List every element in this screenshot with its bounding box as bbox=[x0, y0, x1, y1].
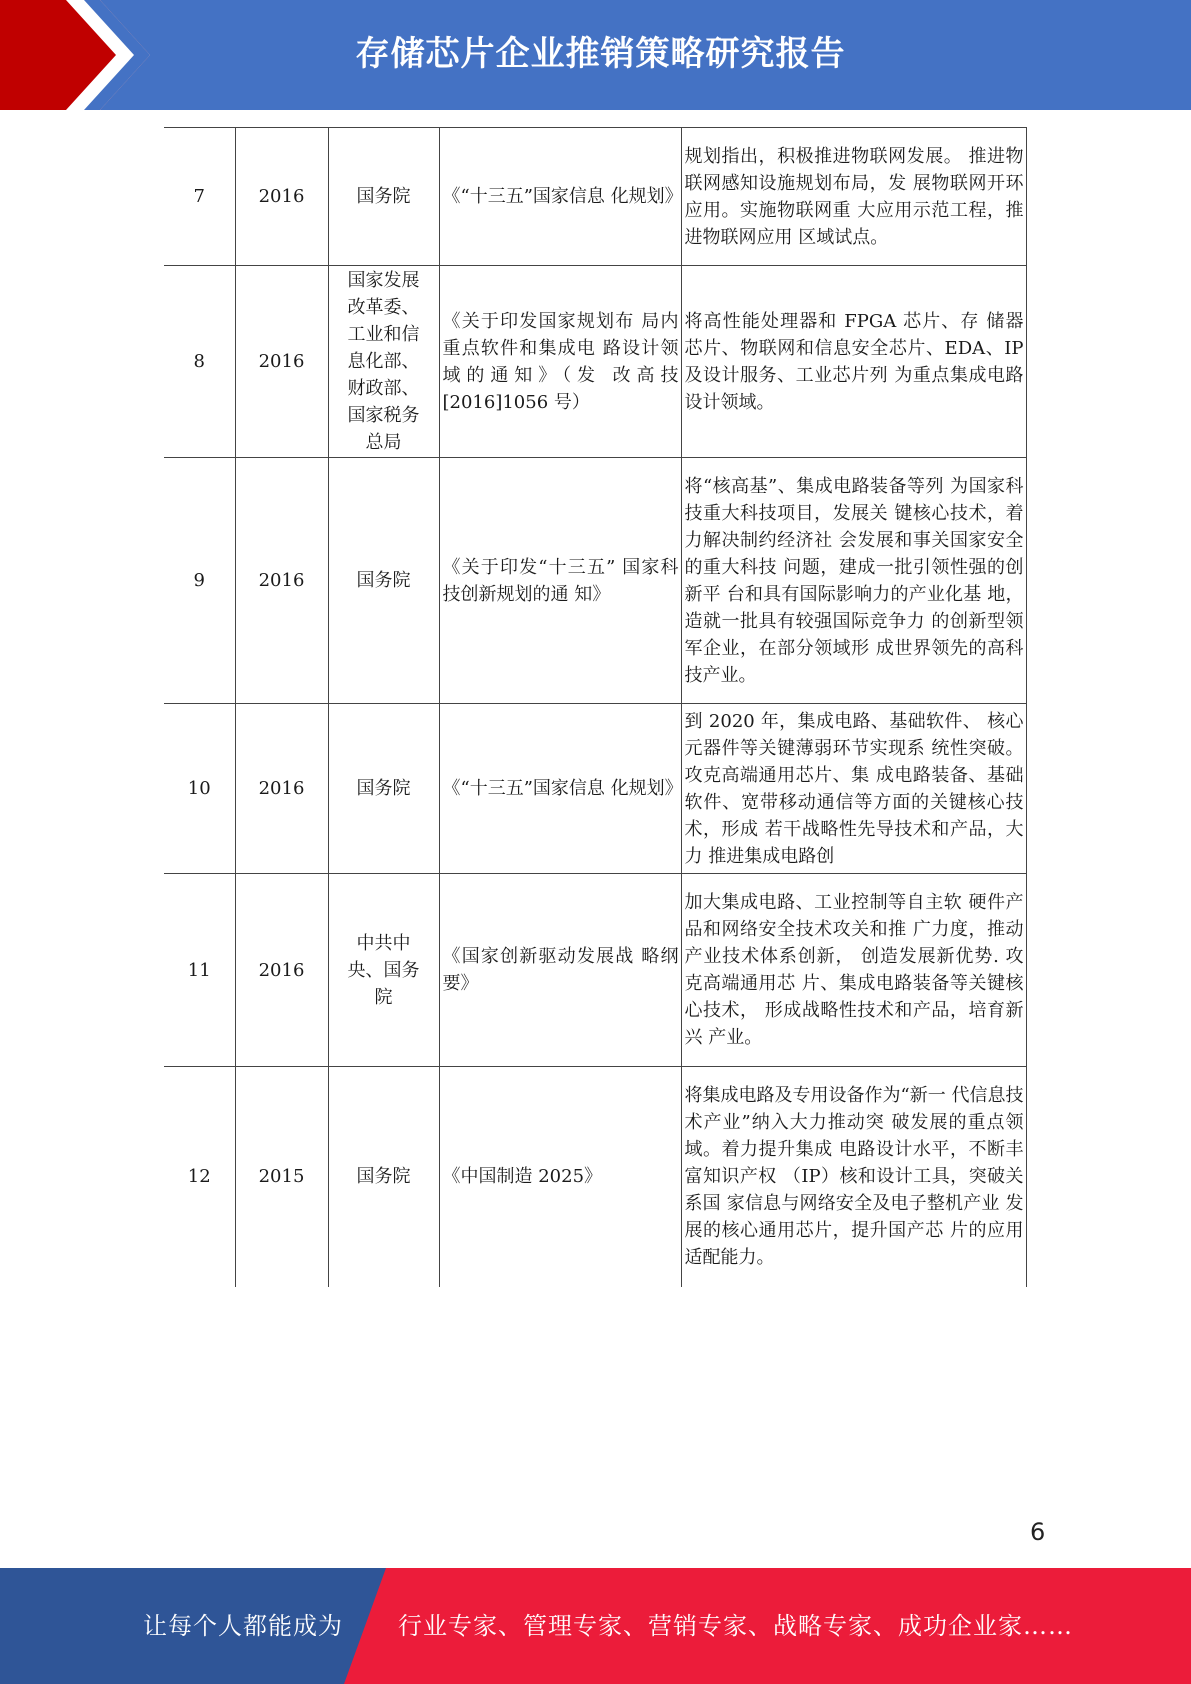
table-row bbox=[164, 704, 1026, 874]
row-number: 8 bbox=[164, 266, 235, 458]
row-year: 2016 bbox=[235, 458, 328, 704]
page-header bbox=[0, 0, 1191, 110]
row-description bbox=[681, 704, 1026, 874]
row-department bbox=[328, 704, 439, 874]
description-text: 到 2020 年，集成电路、基础软件、 核心元器件等关键薄弱环节实现系 统性突破。攻克高端通用芯片、集 成电路装备、基础软件、宽带移动通信等方面的关键核心技术，形成 若干战略性先导技术和产品，大力 推进集成电路创 bbox=[684, 710, 1024, 867]
page-footer bbox=[0, 1568, 1191, 1684]
row-year: 2015 bbox=[235, 1067, 328, 1287]
table-row bbox=[164, 458, 1026, 704]
row-year: 2016 bbox=[235, 128, 328, 266]
row-policy-name: 《关于印发国家规划布 局内重点软件和集成电 路设计领域的通知》（发 改高技[2016]1056 号） bbox=[439, 266, 681, 458]
row-policy-name: 《“十三五”国家信息 化规划》 bbox=[439, 128, 681, 266]
department-text: 国务院 bbox=[356, 186, 411, 207]
description-text: 加大集成电路、工业控制等自主软 硬件产品和网络安全技术攻关和推 广力度，推动产业技术体系创新， 创造发展新优势. 攻克高端通用芯 片、集成电路装备等关键核心技术， 形成战略性技术和产品，培育新兴 产业。 bbox=[684, 892, 1024, 1048]
row-description bbox=[681, 266, 1026, 458]
policy-table bbox=[164, 127, 1027, 1287]
row-department bbox=[328, 1067, 439, 1287]
row-description bbox=[681, 874, 1026, 1067]
footer-slogan-right: 行业专家、管理专家、营销专家、战略专家、成功企业家…… bbox=[398, 1612, 1073, 1640]
row-year: 2016 bbox=[235, 704, 328, 874]
row-policy-name: 《“十三五”国家信息 化规划》 bbox=[439, 704, 681, 874]
department-text: 国务院 bbox=[356, 570, 411, 591]
row-department bbox=[328, 128, 439, 266]
row-description bbox=[681, 1067, 1026, 1287]
row-description bbox=[681, 128, 1026, 266]
row-number: 12 bbox=[187, 1166, 211, 1188]
row-number: 10 bbox=[164, 704, 235, 874]
page-number: 6 bbox=[1030, 1518, 1046, 1546]
row-description bbox=[681, 458, 1026, 704]
row-number: 9 bbox=[164, 458, 235, 704]
row-department bbox=[328, 874, 439, 1067]
row-year: 2016 bbox=[235, 874, 328, 1067]
description-text: 将“核高基”、集成电路装备等列 为国家科技重大科技项目，发展关 键核心技术，着力解决制约经济社 会发展和事关国家安全的重大科技 问题，建成一批引领性强的创新平 台和具有国际影响力的产业化基 地，造就一批具有较强国际竞争力 的创新型领军企业，在部分领域形 成世界领先的高科技产业。 bbox=[684, 475, 1024, 686]
row-policy-name: 《关于印发“十三五” 国家科技创新规划的通 知》 bbox=[439, 458, 681, 704]
row-number: 7 bbox=[164, 128, 235, 266]
report-title: 存储芯片企业推销策略研究报告 bbox=[355, 34, 846, 74]
row-department bbox=[328, 458, 439, 704]
footer-slogan-left: 让每个人都能成为 bbox=[143, 1612, 343, 1640]
department-text: 国家发展改革委、工业和信息化部、财政部、国家税务总局 bbox=[347, 270, 420, 453]
row-year: 2016 bbox=[235, 266, 328, 458]
table-row bbox=[164, 128, 1026, 266]
table-row bbox=[164, 874, 1026, 1067]
department-text: 中共中央、国务院 bbox=[347, 932, 420, 1008]
department-text: 国务院 bbox=[356, 1166, 411, 1188]
row-policy-name: 《国家创新驱动发展战 略纲要》 bbox=[439, 874, 681, 1067]
table-row bbox=[164, 266, 1026, 458]
description-text: 将集成电路及专用设备作为“新一 代信息技术产业”纳入大力推动突 破发展的重点领域。着力提升集成 电路设计水平，不断丰富知识产权 （IP）核和设计工具，突破关系国 家信息与网络安全及电子整机产业 发展的核心通用芯片，提升国产芯 片的应用适配能力。 bbox=[684, 1085, 1024, 1269]
description-text: 将高性能处理器和 FPGA 芯片、存 储器芯片、物联网和信息安全芯片、EDA、IP 及设计服务、工业芯片列 为重点集成电路设计领域。 bbox=[684, 310, 1024, 413]
table-row bbox=[164, 1067, 1026, 1287]
row-number: 11 bbox=[164, 874, 235, 1067]
row-policy-name: 《中国制造 2025》 bbox=[439, 1067, 681, 1287]
department-text: 国务院 bbox=[356, 778, 411, 799]
row-department bbox=[328, 266, 439, 458]
description-text: 规划指出，积极推进物联网发展。 推进物联网感知设施规划布局，发 展物联网开环应用。实施物联网重 大应用示范工程，推进物联网应用 区域试点。 bbox=[684, 145, 1024, 248]
